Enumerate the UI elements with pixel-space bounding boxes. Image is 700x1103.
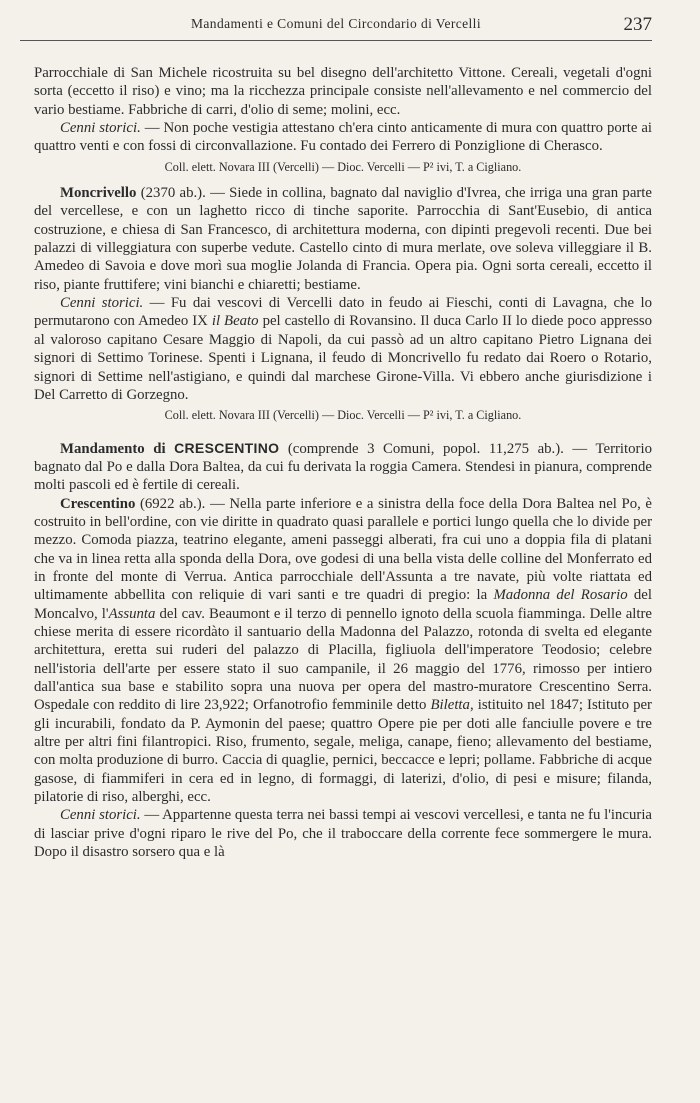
paragraph bbox=[34, 806, 652, 861]
paragraph-text: del cav. Beaumont e il terzo di pennello ignoto della scuola fiamminga. Delle altre chiese merita di essere ricordàto il santuario della Madonna del Palazzo, rotonda di svelta ed elegante architettura, eretta sui ruderi del palazzo di Placilla, figliuola dell'imperatore Teodosio; celebre nell'istoria dell'arte per essere stato il suo campanile, il 26 maggio del 1776, rimosso per intiero dall'antica sua base e stabilito sopra una nuova per opera del mastro-muratore Crescentino Serra. Ospedale con reddito di lire 23,922; Orfanotrofio femminile detto bbox=[34, 605, 652, 714]
paragraph-text: (2370 ab.). — Siede in collina, bagnato dal naviglio d'Ivrea, che irriga una gran parte del vercellese, e con un laghetto ricco di tinche saporite. Parrocchia di Sant'Eusebio, di antica costruzione, e chiesa di San Francesco, di architettura moderna, con dipinti pregevoli recenti. Due bei palazzi di villeggiatura con superbe vedute. Castello cinto di mura merlate, ove soleva villeggiare il B. Amedeo di Savoia e dove morì sua moglie Jolanda di Francia. Opera pia. Ogni sorta cereali, eccetto il riso, piante fruttifere; vini bianchi e chiaretti; bestiame. bbox=[34, 185, 652, 293]
section-label: Cenni storici. bbox=[60, 120, 141, 137]
italic-text: il Beato bbox=[211, 313, 259, 330]
entry-name-caps: CRESCENTINO bbox=[174, 439, 280, 456]
paragraph-text: del Moncalvo, l' bbox=[34, 587, 652, 622]
paragraph-text: — Fu dai vescovi di Vercelli dato in feudo ai Fieschi, conti di Lavagna, che lo permutarono con Amedeo IX bbox=[34, 295, 652, 330]
paragraph-text: pel castello di Rovansino. Il duca Carlo II lo diede poco appresso al valoroso capitano Cesare Maggio di Napoli, da cui passò ad un altro capitano Pietro Lignana dei signori di Settimo Torinese. Spenti i Lignana, il feudo di Moncrivello fu redato dai Roero o Rotario, signori di Settime nell'astigiano, e quindi dal marchese Girone-Villa. Vi ebbero anche giurisdizione i Del Carretto di Gorzegno. bbox=[34, 313, 652, 403]
reference-line: Coll. elett. Novara III (Vercelli) — Dioc. Vercelli — P² ivi, T. a Cigliano. bbox=[164, 159, 522, 174]
entry-name: Mandamento di bbox=[60, 440, 175, 457]
italic-text: Assunta bbox=[108, 605, 156, 622]
paragraph bbox=[34, 119, 652, 156]
paragraph-text: , istituito nel 1847; Istituto per gli incurabili, fondato da P. Aymonin del paese; quattro Opere pie per doti alle fanciulle povere e tre altre per altri fini filantropici. Riso, frumento, segale, meliga, canape, fieno; allevamento del bestiame, con molta produzione di burro. Caccia di quaglie, pernici, beccacce e lepri; pollame. Fabbriche di acque gasose, di fiammiferi in cera ed in legno, di formaggi, di laterizi, d'olio, di pesi e misure; filanda, pilatorie di riso, alberghi, ecc. bbox=[34, 697, 652, 806]
paragraph-text: — Non poche vestigia attestano ch'era cinto anticamente di mura con quattro porte ai quattro venti e con fossi di circonvallazione. Fu contado dei Ferrero di Ponziglione di Cherasco. bbox=[34, 120, 653, 155]
section-label: Cenni storici. bbox=[60, 807, 141, 824]
paragraph-text: (comprende 3 Comuni, popol. 11,275 ab.). — Territorio bagnato dal Po e dalla Dora Baltea, da cui fu derivata la roggia Camera. Stendesi in pianura, comprende molti pascoli ed è fertile di cereali. bbox=[34, 440, 652, 494]
paragraph-text: — Appartenne questa terra nei bassi tempi ai vescovi vercellesi, e tanta ne fu l'incuria di lasciar prive d'ogni riparo le rive del Po, che il traboccare della corrente fece sommergere le mura. Dopo il disastro sorsero qua e là bbox=[34, 807, 653, 861]
page-number: 237 bbox=[623, 14, 652, 35]
entry-name: Moncrivello bbox=[60, 185, 137, 202]
running-header bbox=[20, 14, 652, 41]
page-body bbox=[34, 64, 652, 861]
paragraph: Parrocchiale di San Michele ricostruita su bel disegno dell'architetto Vittone. Cereali, vegetali d'ogni sorta (eccetto il riso) e vino; ma la ricchezza principale consiste nell'allevamento e nel commercio del vario bestiame. Fabbriche di carri, d'olio di seme; molini, ecc. bbox=[34, 65, 652, 118]
header-title: Mandamenti e Comuni del Circondario di Vercelli bbox=[191, 16, 481, 31]
paragraph bbox=[34, 184, 652, 294]
italic-text: Madonna del Rosario bbox=[493, 587, 628, 604]
paragraph bbox=[34, 495, 652, 807]
section-label: Cenni storici. bbox=[60, 295, 144, 312]
paragraph bbox=[34, 439, 652, 495]
paragraph bbox=[34, 294, 652, 404]
italic-text: Biletta bbox=[430, 697, 470, 714]
reference-line: Coll. elett. Novara III (Vercelli) — Dioc. Vercelli — P² ivi, T. a Cigliano. bbox=[164, 408, 522, 423]
paragraph-text: (6922 ab.). — Nella parte inferiore e a sinistra della foce della Dora Baltea nel Po, è costruito in bell'ordine, con vie diritte in quadrato quasi parallele e portici lungo quella che lo divide per mezzo. Comoda piazza, teatrino elegante, ameni passeggi alberati, fra cui uno a doppia fila di platani che va in linea retta alla sponda della Dora, ove godesi di una bella vista delle colline del Monferrato ed in fronte del monte di Verrua. Antica parrocchiale dell'Assunta a tre navate, più volte riattata ed ultimamente abbellita con reliquie di vari santi e tre quadri di pregio: la bbox=[34, 495, 652, 604]
entry-name: Crescentino bbox=[60, 495, 136, 512]
